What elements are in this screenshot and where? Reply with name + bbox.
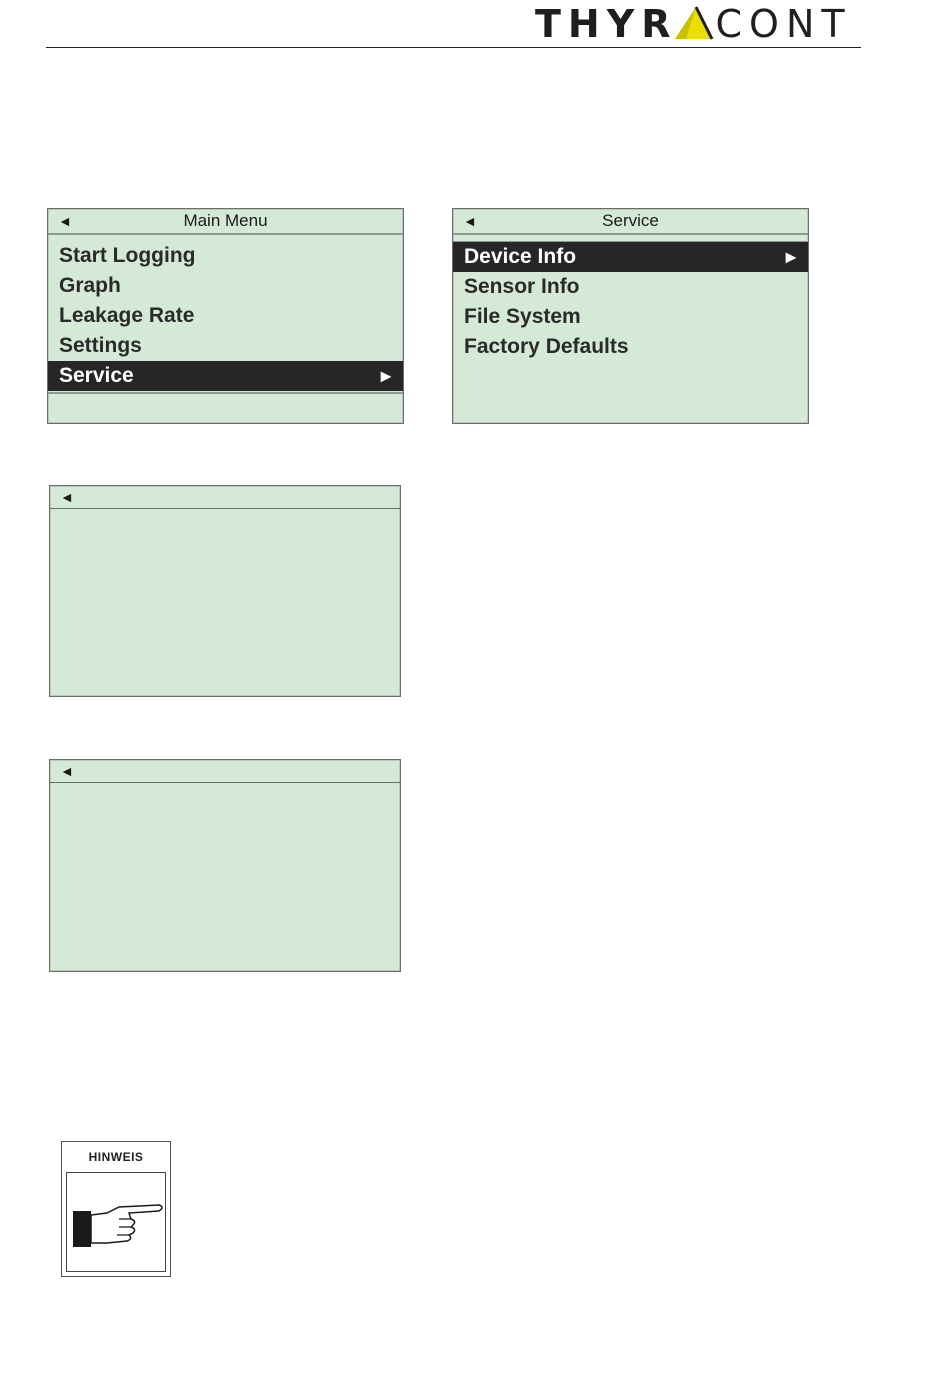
menu-item-settings[interactable]: Settings	[59, 334, 142, 357]
logo-text-part1: THYR	[535, 2, 678, 46]
main-menu-title: Main Menu	[183, 211, 268, 230]
service-item-device-info-label: Device Info	[464, 245, 577, 268]
notice-icon-frame	[66, 1172, 166, 1272]
menu-item-service[interactable]	[48, 361, 403, 391]
service-item-sensor-info[interactable]: Sensor Info	[464, 275, 580, 298]
menu-item-start-logging[interactable]: Start Logging	[59, 244, 196, 267]
notice-box	[61, 1141, 171, 1277]
blank-screen-2-header	[50, 760, 400, 783]
thyracont-logo	[535, 4, 865, 44]
main-menu-screen	[47, 208, 404, 424]
menu-item-leakage-rate[interactable]: Leakage Rate	[59, 304, 195, 327]
logo-triangle-icon	[672, 5, 714, 41]
submenu-arrow-icon: ►	[377, 366, 395, 386]
back-arrow-icon[interactable]: ◄	[463, 213, 477, 229]
back-arrow-icon[interactable]: ◄	[60, 489, 74, 505]
blank-screen-1-header	[50, 486, 400, 509]
blank-screen-2	[49, 759, 401, 972]
blank-screen-1	[49, 485, 401, 697]
notice-label: HINWEIS	[88, 1150, 144, 1164]
service-item-factory-defaults[interactable]: Factory Defaults	[464, 335, 629, 358]
logo-text-part2: CONT	[715, 2, 852, 46]
back-arrow-icon[interactable]: ◄	[60, 763, 74, 779]
service-item-device-info[interactable]	[453, 242, 808, 272]
menu-item-service-label: Service	[59, 364, 134, 387]
menu-item-graph[interactable]: Graph	[59, 274, 121, 297]
back-arrow-icon[interactable]: ◄	[58, 213, 72, 229]
pointing-hand-icon	[67, 1173, 165, 1271]
submenu-arrow-icon: ►	[782, 247, 800, 267]
service-menu-header	[453, 209, 808, 235]
service-item-file-system[interactable]: File System	[464, 305, 581, 328]
service-menu-title: Service	[602, 211, 659, 230]
header-rule	[46, 47, 861, 48]
service-menu-screen	[452, 208, 809, 424]
main-menu-header	[48, 209, 403, 235]
